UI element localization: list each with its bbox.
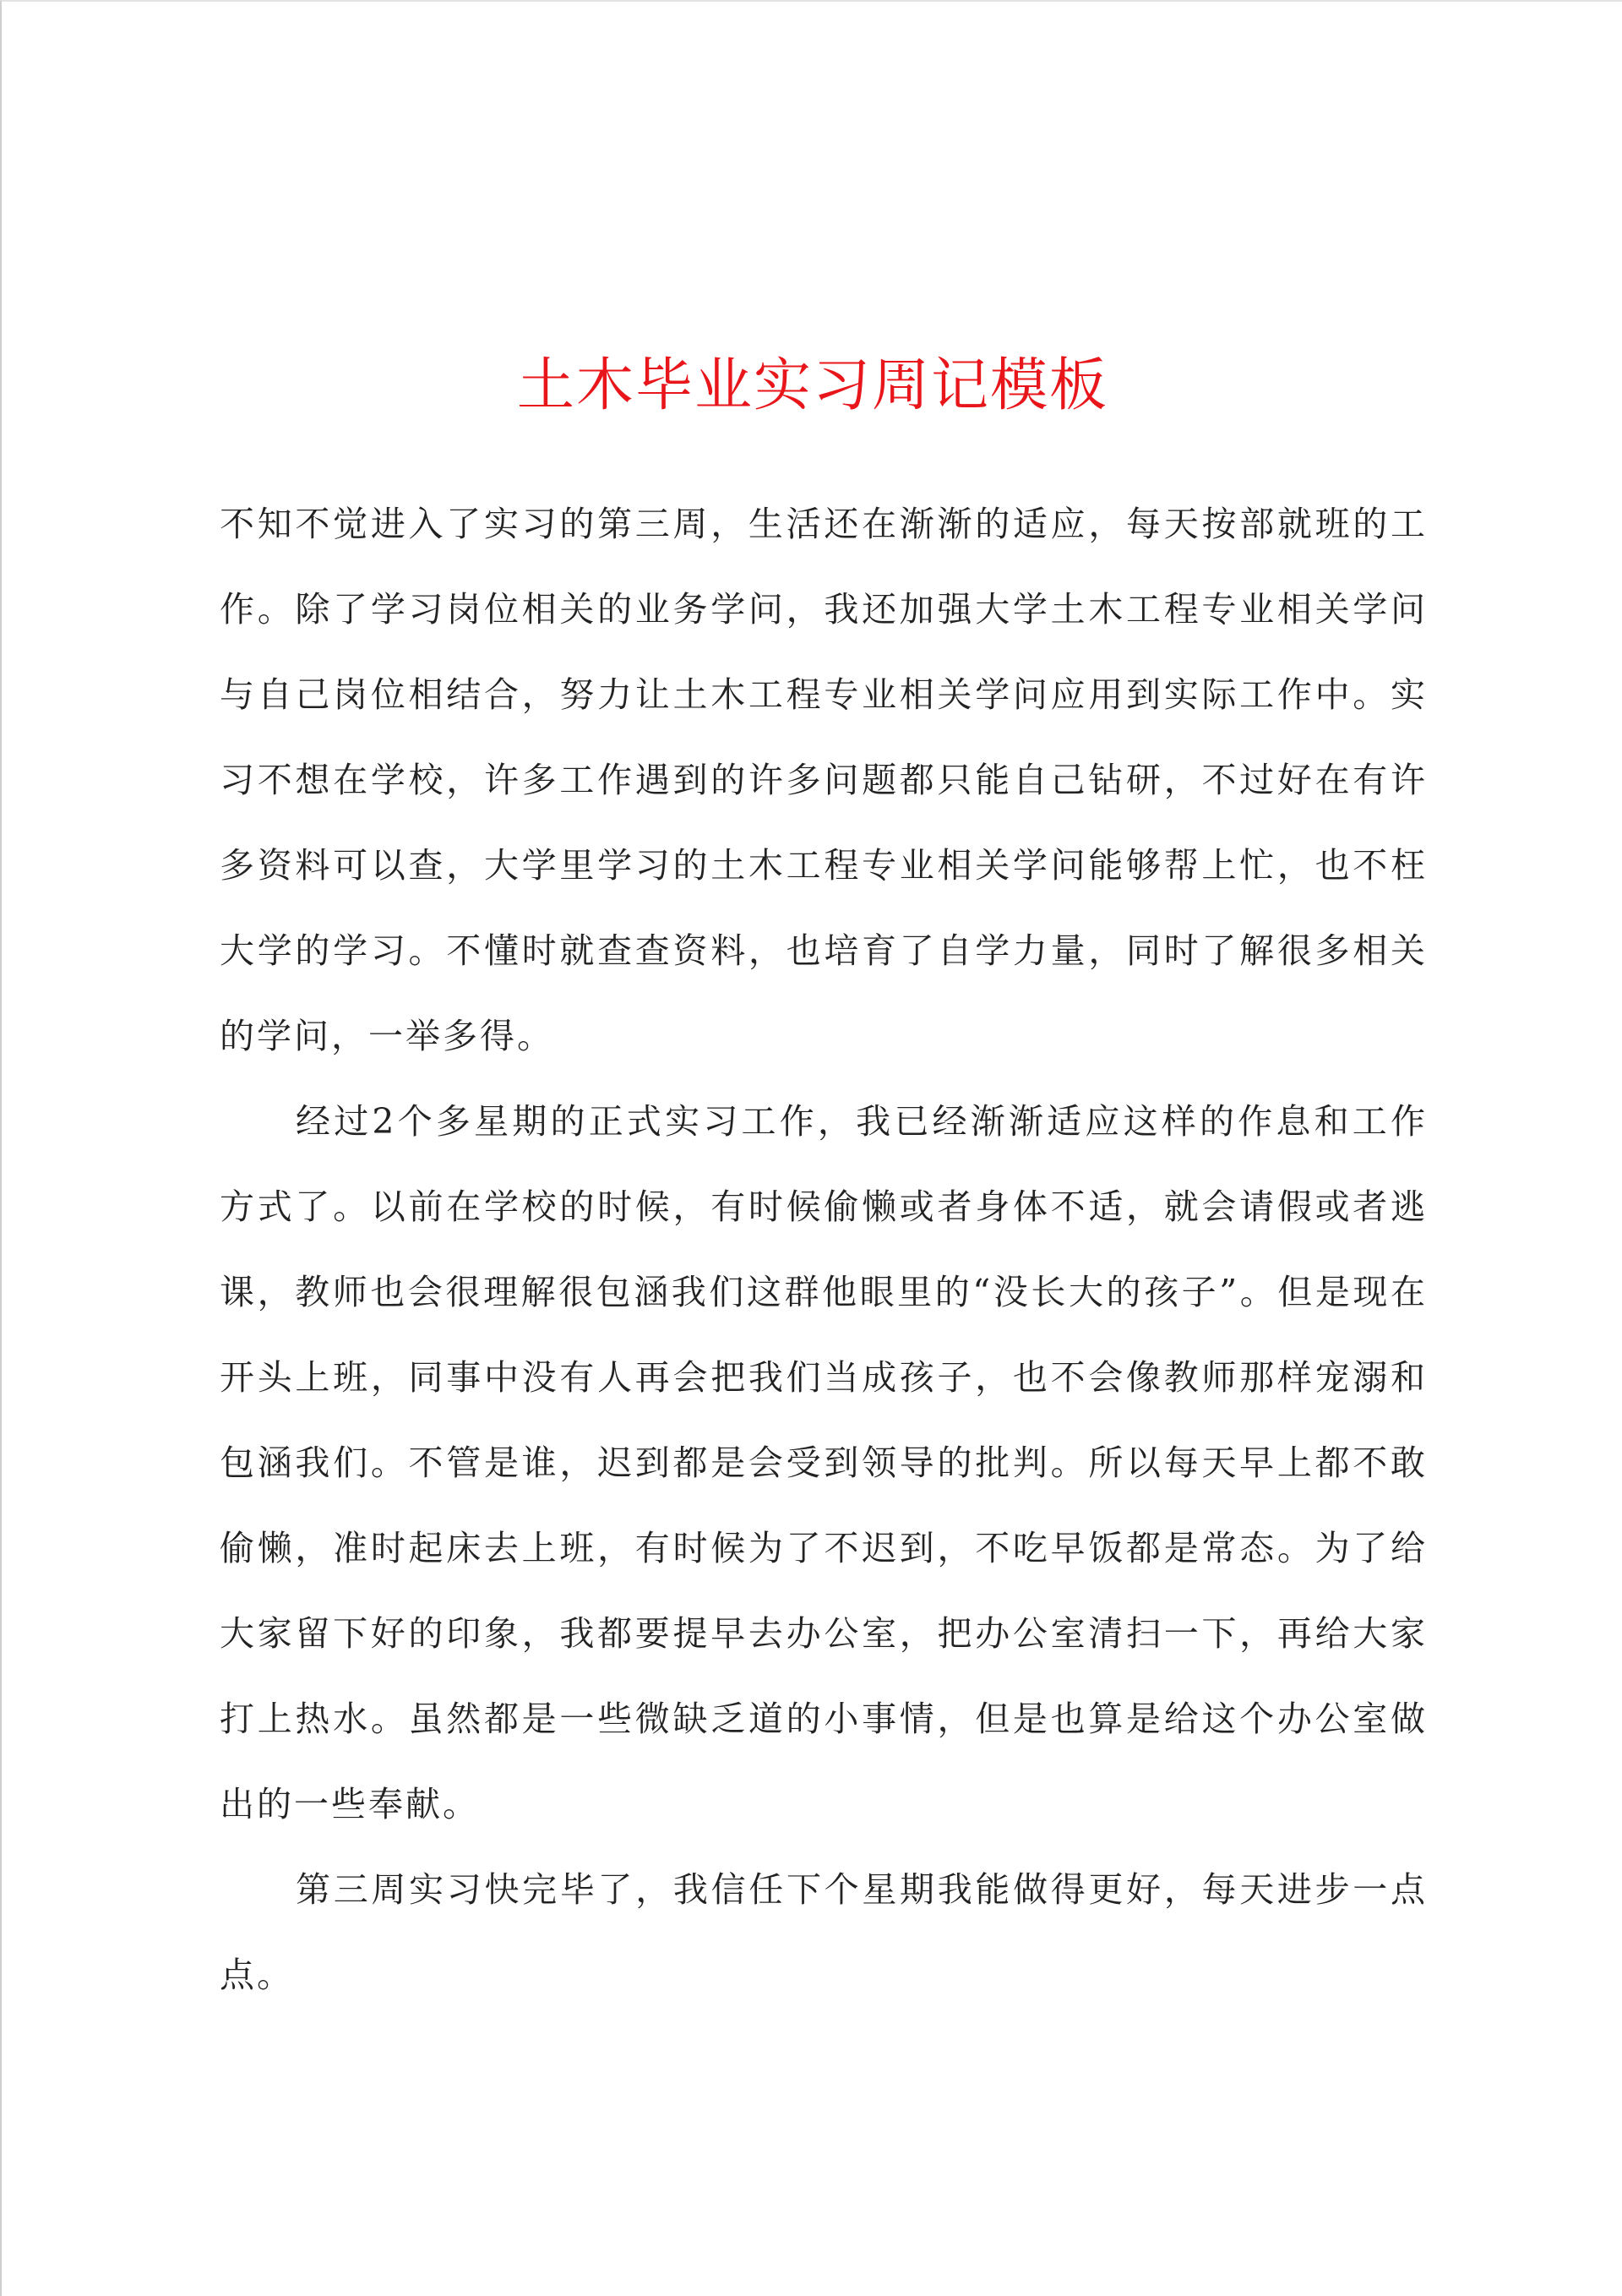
document-title: 土木毕业实习周记模板 [516,352,1108,419]
paragraph-1: 不知不觉进入了实习的第三周，生活还在渐渐的适应，每天按部就班的工作。除了学习岗位相关的业务学问，我还加强大学土木工程专业相关学问与自己岗位相结合，努力让土木工程专业相关学问应用到实际工作中。实习不想在学校，许多工作遇到的许多问题都只能自己钻研，不过好在有许多资料可以查，大学里学习的土木工程专业相关学问能够帮上忙，也不枉大学的学习。不懂时就查查资料，也培育了自学力量，同时了解很多相关的学问，一举多得。 [220,504,1428,1056]
document-body [220,482,1428,2018]
paragraph-2: 经过2个多星期的正式实习工作，我已经渐渐适应这样的作息和工作方式了。以前在学校的时候，有时候偷懒或者身体不适，就会请假或者逃课，教师也会很理解很包涵我们这群他眼里的“没长大的孩子”。但是现在开头上班，同事中没有人再会把我们当成孩子，也不会像教师那样宠溺和包涵我们。不管是谁，迟到都是会受到领导的批判。所以每天早上都不敢偷懒，准时起床去上班，有时候为了不迟到，不吃早饭都是常态。为了给大家留下好的印象，我都要提早去办公室，把办公室清扫一下，再给大家打上热水。虽然都是一些微缺乏道的小事情，但是也算是给这个办公室做出的一些奉献。 [220,1101,1428,1824]
paragraph-3: 第三周实习快完毕了，我信任下个星期我能做得更好，每天进步一点点。 [220,1869,1428,1995]
